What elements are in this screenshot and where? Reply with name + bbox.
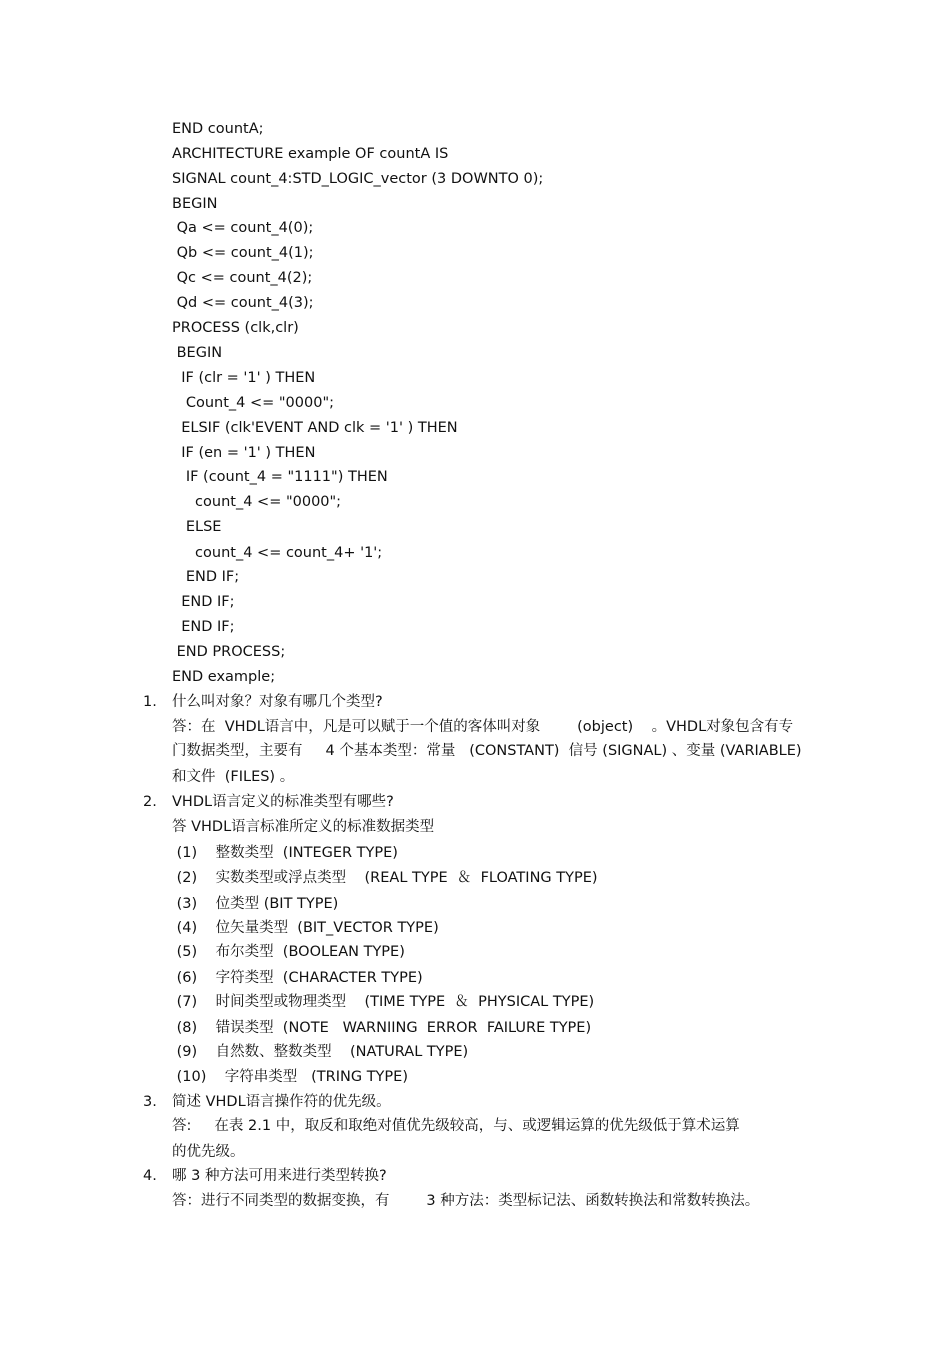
- code-line: Qd <= count_4(3);: [172, 295, 314, 311]
- question-title: 哪 3 种方法可用来进行类型转换?: [172, 1168, 387, 1184]
- code-line: END PROCESS;: [172, 644, 286, 660]
- code-line: PROCESS (clk,clr): [172, 320, 299, 336]
- code-line: IF (clr = '1' ) THEN: [172, 370, 316, 386]
- list-item: (4) 位矢量类型 (BIT_VECTOR TYPE): [172, 920, 439, 936]
- code-line: ELSE: [172, 519, 222, 535]
- code-line: BEGIN: [172, 196, 218, 212]
- code-line: count_4 <= "0000";: [172, 494, 342, 510]
- question-number: 2.: [143, 794, 157, 810]
- code-line: Count_4 <= "0000";: [172, 395, 335, 411]
- code-line: Qa <= count_4(0);: [172, 220, 314, 236]
- code-line: END IF;: [172, 594, 235, 610]
- list-item: (5) 布尔类型 (BOOLEAN TYPE): [172, 944, 405, 960]
- question-title: VHDL语言定义的标准类型有哪些?: [172, 794, 394, 810]
- answer-line: 答：在 VHDL语言中，凡是可以赋于一个值的客体叫对象 (object) 。VHDL对象包含有专: [172, 719, 794, 735]
- list-item: (8) 错误类型 (NOTE WARNIING ERROR FAILURE TYPE): [172, 1020, 592, 1036]
- answer-line: 门数据类型，主要有 4 个基本类型：常量 (CONSTANT) 信号 (SIGNAL) 、变量 (VARIABLE): [172, 743, 802, 759]
- question-title: 什么叫对象？对象有哪几个类型?: [172, 694, 383, 710]
- code-line: Qb <= count_4(1);: [172, 245, 314, 261]
- list-item: (10) 字符串类型 (TRING TYPE): [172, 1069, 408, 1085]
- answer-line: 答：进行不同类型的数据变换，有 3 种方法：类型标记法、函数转换法和常数转换法。: [172, 1193, 760, 1209]
- code-line: Qc <= count_4(2);: [172, 270, 313, 286]
- list-item: (7) 时间类型或物理类型 (TIME TYPE ＆ PHYSICAL TYPE): [172, 994, 595, 1010]
- question-title: 简述 VHDL语言操作符的优先级。: [172, 1094, 391, 1110]
- code-line: END IF;: [172, 619, 235, 635]
- code-line: IF (en = '1' ) THEN: [172, 445, 316, 461]
- answer-line: 答 VHDL语言标准所定义的标准数据类型: [172, 819, 435, 835]
- code-line: ELSIF (clk'EVENT AND clk = '1' ) THEN: [172, 420, 458, 436]
- list-item: (6) 字符类型 (CHARACTER TYPE): [172, 970, 423, 986]
- list-item: (3) 位类型 (BIT TYPE): [172, 896, 339, 912]
- list-item: (9) 自然数、整数类型 (NATURAL TYPE): [172, 1044, 469, 1060]
- question-number: 1.: [143, 694, 157, 710]
- code-line: ARCHITECTURE example OF countA IS: [172, 146, 449, 162]
- answer-line: 和文件 (FILES) 。: [172, 769, 295, 785]
- question-number: 4.: [143, 1168, 157, 1184]
- list-item: (1) 整数类型 (INTEGER TYPE): [172, 845, 398, 861]
- code-line: END example;: [172, 669, 276, 685]
- code-line: IF (count_4 = "1111") THEN: [172, 469, 388, 485]
- code-line: SIGNAL count_4:STD_LOGIC_vector (3 DOWNTO 0);: [172, 171, 544, 187]
- list-item: (2) 实数类型或浮点类型 (REAL TYPE ＆ FLOATING TYPE): [172, 870, 598, 886]
- answer-line: 答: 在表 2.1 中，取反和取绝对值优先级较高，与、或逻辑运算的优先级低于算术运算: [172, 1118, 740, 1134]
- code-line: BEGIN: [172, 345, 223, 361]
- code-line: count_4 <= count_4+ '1';: [172, 545, 383, 561]
- answer-line: 的优先级。: [172, 1144, 245, 1160]
- question-number: 3.: [143, 1094, 157, 1110]
- code-line: END IF;: [172, 569, 240, 585]
- code-line: END countA;: [172, 121, 264, 137]
